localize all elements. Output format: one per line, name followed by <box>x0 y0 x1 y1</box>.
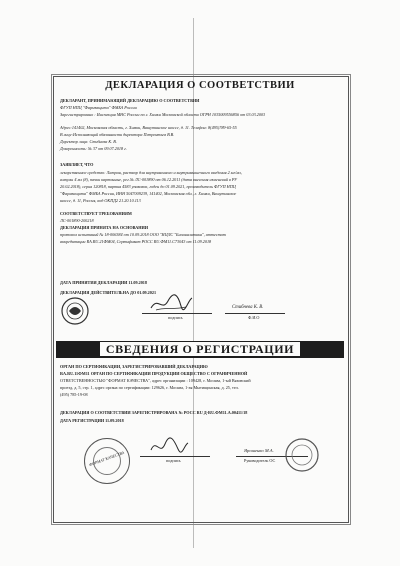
product-line-3: 20.02.2018), серия 120818, партия 4583 упаковок, годен до 01.09.2021, производитель ФГУП НПЦ <box>60 184 236 189</box>
product-line-1: лекарственное средство: Латран, раствор для внутривенного и внутримышечного введения 2 мг/мл, <box>60 170 242 175</box>
basis-label: ДЕКЛАРАЦИЯ ПРИНЯТА НА ОСНОВАНИИ <box>60 225 148 230</box>
reg-number: ДЕКЛАРАЦИЯ О СООТВЕТСТВИИ ЗАРЕГИСТРИРОВАНА № РОСС RU Д-RU.ФМ11.А.00411/18 <box>60 410 248 415</box>
basis-line-1: протокол испытаний № 18-006384 от 10.09.2018 ООО "ИЦЛС "Биоаналитика", аттестат <box>60 232 226 237</box>
represented-text: В лице:Исполняющий обязанности директора Петрентьев В.В. <box>60 132 175 137</box>
basis-line-2: аккредитации RA.RU.21ФМ04, Сертификат РОСС RU.ФМ11.С73043 от 11.09.2018 <box>60 239 212 244</box>
product-line-4: "Фармзащита" ФМБА России, ИНН 5047009239, 141402, Московская обл., г. Химки, Вашутинское <box>60 191 237 196</box>
signer-name: Стибнева К. В. <box>232 305 264 310</box>
stamp-text: ФОРМАТ КАЧЕСТВА <box>88 449 125 468</box>
applicant-header: ДЕКЛАРАНТ, ПРИНИМАЮЩИЙ ДЕКЛАРАЦИЮ О СООТВЕТСТВИИ <box>60 98 200 103</box>
declarant-signature <box>148 292 194 314</box>
reg-head-name: Ярошенко М.А. <box>244 448 274 453</box>
sign-caption: подпись <box>168 315 183 320</box>
accept-date: ДАТА ПРИНЯТИЯ ДЕКЛАРАЦИИ 11.09.2018 <box>60 280 147 285</box>
reg-org-line-1: ОРГАН ПО СЕРТИФИКАЦИИ, ЗАРЕГИСТРИРОВАВШИЙ ДЕКЛАРАЦИЮ <box>60 364 208 369</box>
reg-org-line-4: проезд, д. 5, стр. 1, адрес органа по сертификации: 129626, г. Москва, 1-ая Мытищинская, д. 25, тел. <box>60 385 239 390</box>
reg-sign-caption: подпись <box>166 458 181 463</box>
reg-org-line-3: ОТВЕТСТВЕННОСТЬЮ "ФОРМАТ КАЧЕСТВА", адрес организации : 109428, г. Москва, 1-ый Вязовский <box>60 378 251 383</box>
reg-head-role: Руководитель ОС <box>244 458 276 463</box>
registration-title: СВЕДЕНИЯ О РЕГИСТРАЦИИ <box>60 342 340 357</box>
power-of-attorney: Доверенность: № 37 от 09.07.2018 г. <box>60 146 127 151</box>
regulation-code: ЛС-001890-200218 <box>60 218 94 223</box>
registered-text: Зарегистрировано : Инспекция МНС России по г. Химки Московской области ОГРН 1035009556856 от 03.03.2003 <box>60 112 266 117</box>
applicant-name: ФГУП НПЦ "Фармзащита" ФМБА России <box>60 105 137 110</box>
valid-until: ДЕКЛАРАЦИЯ ДЕЙСТВИТЕЛЬНА ДО 01.09.2021 <box>60 290 157 295</box>
complies-label: СООТВЕТСТВУЕТ ТРЕБОВАНИЯМ <box>60 211 132 216</box>
reg-org-line-5: (495) 785-19-08 <box>60 392 88 397</box>
reg-org-line-2: RA.RU.11ФМ11 ОРГАН ПО СЕРТИФИКАЦИИ ПРОДУКЦИИ ОБЩЕСТВО С ОГРАНИЧЕННОЙ <box>60 371 248 376</box>
sign-line <box>142 313 212 314</box>
reg-sign-line <box>140 456 210 457</box>
right-stamp <box>282 436 322 474</box>
address-text: Адрес:141402, Московская область, г. Химки, Вашутинское шоссе, д. 11. Телефон: 8(495)789-65-55 <box>60 125 237 130</box>
fio-line <box>225 313 285 314</box>
emblem-seal <box>60 296 90 326</box>
reg-date: ДАТА РЕГИСТРАЦИИ 11.09.2018 <box>60 418 124 423</box>
declaration-title: ДЕКЛАРАЦИЯ О СООТВЕТСТВИИ <box>105 80 295 91</box>
director-text: Директор лица: Стибнева К. В. <box>60 139 117 144</box>
fio-caption: Ф.И.О <box>248 315 260 320</box>
product-line-2: ампулы 4 мл (8), пачки картонные, рег.№ ЛС-001890 от 06.12.2011 (дата внесения изменений в РУ <box>60 177 237 182</box>
product-line-5: шоссе, д. 11, Россия, код ОКПД2 21.20.10.113 <box>60 198 141 203</box>
registrar-signature <box>148 436 190 458</box>
states-label: ЗАЯВЛЯЕТ, ЧТО <box>60 162 94 167</box>
